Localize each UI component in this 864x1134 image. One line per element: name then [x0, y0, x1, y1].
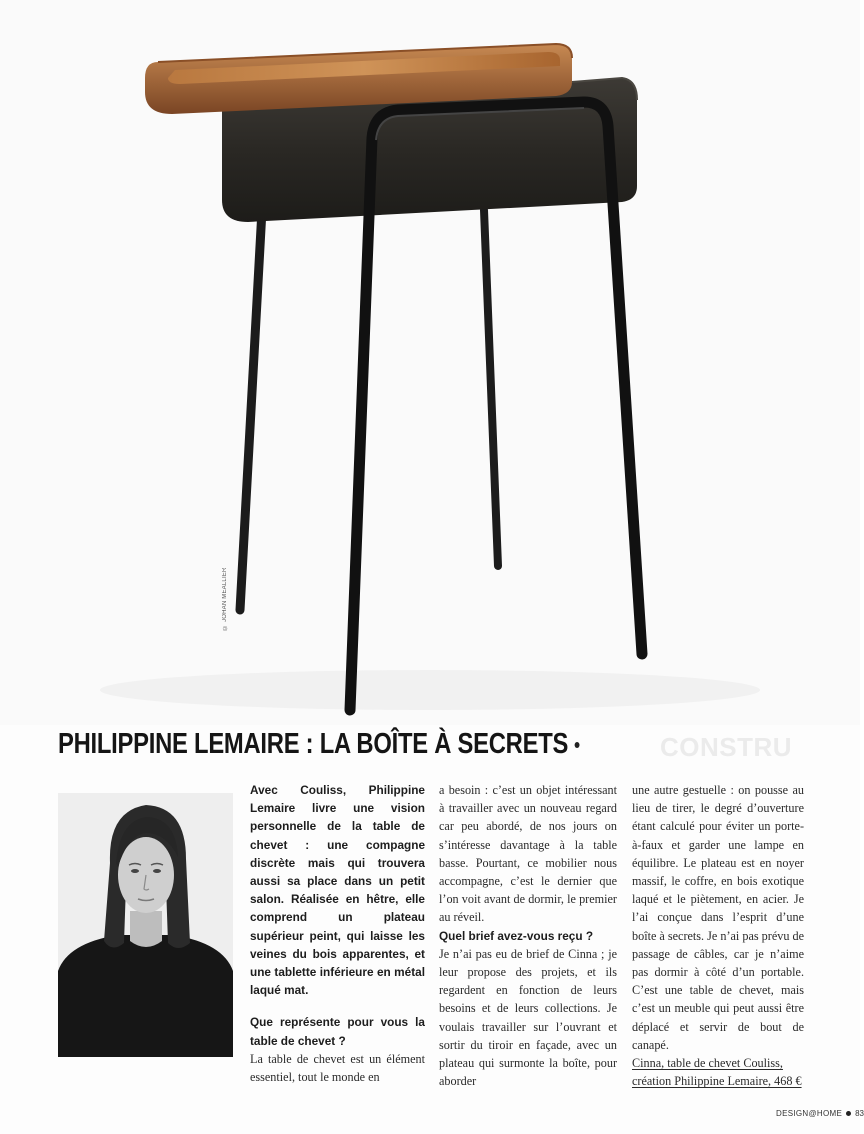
answer-2-continued: une autre gestuelle : on pousse au lieu de tirer, le degré d’ouverture étant calculé pour éviter un porte-à-faux et garder une lampe en équilibre. Le plateau est en noyer massif, le coffre, en bois exotique laqué et le piètement, en acier. Je l’ai conçue dans l’esprit d’une boîte à secrets. Je n’ai pas prévu de passage de câbles, car je n’aime pas dormir à côté d’un portable. C’est une table de chevet, mais c’est un meuble qui peut aussi être déplacé et servir de bout de canapé.	[632, 783, 804, 1052]
article-headline	[58, 728, 569, 761]
answer-2-start: Je n’ai pas eu de brief de Cinna ; je leur propose des projets, et ils regardent en fonction de leurs besoins et de leurs collections. Je voulais travailler sur l’ouvrant et sortir du tiroir en façade, avec un plateau qui surmonte la boîte, pour aborder	[439, 946, 617, 1089]
question-2: Quel brief avez-vous reçu ?	[439, 928, 594, 943]
article-column-1	[250, 781, 425, 1086]
question-1: Que représente pour vous la table de chevet ?	[250, 1015, 425, 1048]
product-caption-line-1: Cinna, table de chevet Couliss,	[632, 1056, 783, 1071]
answer-1-start: La table de chevet est un élément essentiel, tout le monde en	[250, 1051, 425, 1085]
product-caption-line-2: création Philippine Lemaire, 468 €	[632, 1074, 802, 1089]
magazine-brand: DESIGN@HOME	[776, 1109, 843, 1118]
article-column-2	[439, 781, 617, 1090]
answer-1-continued: a besoin : c’est un objet intéressant à travailler avec un nouveau regard car peu abordé, de nos jours on s’intéresse davantage à la table basse. Pourtant, ce mobilier nous accompagne, c’est le dernier que l’on voit avant de dormir, le premier au réveil.	[439, 783, 617, 925]
portrait-photo	[58, 793, 233, 1057]
photo-credit: © JOHAN MEALLIER	[222, 567, 228, 630]
headline-bullet	[575, 742, 580, 748]
headline-text: PHILIPPINE LEMAIRE : LA BOÎTE À SECRETS	[58, 728, 569, 760]
page-number: 83	[855, 1109, 864, 1118]
article-column-3	[632, 781, 804, 1090]
footer-bullet	[846, 1111, 851, 1116]
article-lead: Avec Couliss, Philippine Lemaire livre une vision personnelle de la table de chevet : une compagne discrète mais qui trouvera aussi sa place dans un petit salon. Réalisée en hêtre, elle comprend un plateau supérieur peint, qui laisse les veines du bois apparentes, et une tablette inférieure en métal laqué mat.	[250, 783, 425, 998]
ghost-heading: CONSTRU	[660, 732, 793, 762]
page-footer	[776, 1109, 864, 1118]
